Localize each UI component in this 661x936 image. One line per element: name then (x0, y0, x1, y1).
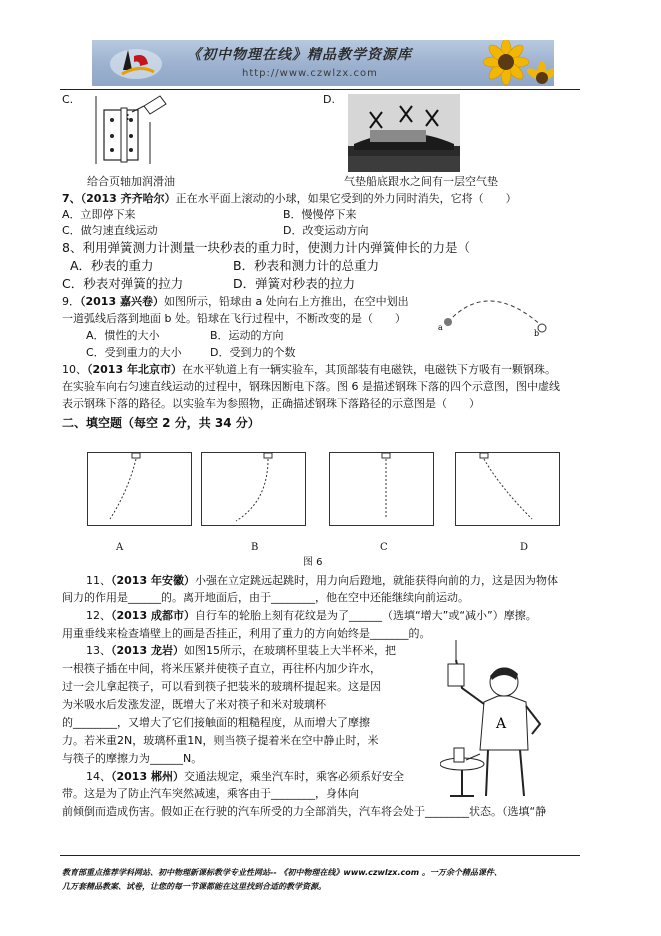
caption-hovercraft: 气垫船底跟水之间有一层空气垫 (344, 175, 498, 188)
section-fill-in-title: 二、填空题（每空 2 分，共 34 分） (62, 416, 260, 430)
footer-line1: 教育部重点推荐学科网站、初中物理新课标教学专业性网站-- 《初中物理在线》www.czwlzx.com 。一万余个精品课件、 (62, 868, 502, 877)
q13-stem (86, 643, 396, 660)
q7-option-b: B．慢慢停下来 (283, 208, 357, 221)
q9-option-c: C．受到重力的大小 (86, 346, 182, 359)
q7-option-a: A．立即停下来 (62, 208, 136, 221)
caption-hinge: 给合页轴加润滑油 (87, 175, 175, 188)
q8-option-c: C．秒表对弹簧的拉力 (62, 276, 184, 291)
q12-line2: 用重垂线来检查墙壁上的画是否挂正，利用了重力的方向始终是_______的。 (62, 627, 431, 640)
q12-source: （2013 成都市） (111, 609, 195, 622)
q9-option-d: D．受到力的个数 (210, 346, 296, 359)
q8-option-d: D．弹簧对秒表的拉力 (233, 276, 356, 291)
q7-stem (62, 191, 517, 208)
q13-number: 13、 (86, 644, 111, 657)
q9-option-a: A．惯性的大小 (86, 329, 160, 342)
q13-line7: 与筷子的摩擦力为______N。 (62, 752, 203, 765)
q7-option-c: C．做匀速直线运动 (62, 224, 158, 237)
q11-line2: 间力的作用是______的。离开地面后，由于________，他在空中还能继续向前运动。 (62, 591, 469, 604)
q13-line2: 一根筷子插在中间，将米压紧并使筷子直立，再往杯内加少许水， (62, 662, 381, 675)
q11-stem (86, 573, 558, 590)
header-rule (60, 89, 580, 90)
q10-line3: 表示钢珠下落的路径。以实验车为参照物，正确描述钢珠下落路径的示意图是（ ） (62, 397, 480, 410)
q10-stem (62, 362, 556, 379)
q10-line1: 在水平轨道上有一辆实验车，其顶部装有电磁铁，电磁铁下方吸有一颗钢珠。 (181, 363, 556, 376)
fig6-panel-a (87, 452, 192, 526)
label-b: b (534, 329, 540, 338)
q13-line3: 过一会儿拿起筷子，可以看到筷子把装米的玻璃杯提起来。这是因 (62, 680, 381, 693)
q12-stem (86, 608, 537, 625)
fig6-panel-c (329, 452, 434, 526)
header-banner (92, 40, 554, 86)
option-c-label: C. (62, 93, 74, 106)
hinge-oil-figure (88, 92, 170, 168)
q14-line1: 交通法规定，乘坐汽车时，乘客必须系好安全 (183, 770, 404, 783)
fig6-label-a: A (116, 542, 124, 553)
q13-line1: 如图15所示，在玻璃杯里装上大半杯米，把 (183, 644, 396, 657)
q8-option-a: A．秒表的重力 (70, 258, 154, 273)
q14-line2: 带。这是为了防止汽车突然减速，乘客由于________，身体向 (62, 787, 359, 800)
q7-number: 7、 (62, 192, 81, 205)
q14-source: （2013 郴州） (111, 770, 184, 783)
shotput-ball-a (444, 318, 452, 326)
q9-option-b: B．运动的方向 (210, 329, 284, 342)
q7-source: （2013 齐齐哈尔） (80, 192, 176, 205)
q9-number: 9． (62, 295, 80, 308)
q8-stem: 8、利用弹簧测力计测量一块秒表的重力时，使测力计内弹簧伸长的力是（ (62, 240, 470, 255)
shotput-ball-b (538, 324, 546, 332)
fig6-label-d: D (520, 542, 529, 553)
q11-line1: 小强在立定跳远起跳时，用力向后蹬地，就能获得向前的力，这是因为物体 (194, 574, 558, 587)
banner-url[interactable]: http://www.czwlzx.com (242, 68, 378, 79)
q9-stem (62, 294, 409, 311)
banner-title: 《初中物理在线》精品教学资源库 (187, 47, 412, 63)
boy-chopstick-figure (440, 640, 560, 800)
q14-line3: 前倾倒而造成伤害。假如正在行驶的汽车所受的力全部消失，汽车将会处于________状态。（选填“静 (62, 805, 547, 818)
q9-line2: 一道弧线后落到地面 b 处。铅球在飞行过程中，不断改变的是（ ） (62, 312, 406, 325)
shotput-trajectory-figure (436, 292, 554, 338)
q14-number: 14、 (86, 770, 111, 783)
q10-source: （2013 年北京市） (87, 363, 182, 376)
q12-number: 12、 (86, 609, 111, 622)
q7-option-d: D．改变运动方向 (283, 224, 369, 237)
q12-line1: 自行车的轮胎上刻有花纹是为了______（选填“增大”或“减小”）摩擦。 (194, 609, 537, 622)
fig6-panel-b (201, 452, 306, 526)
q7-text: 正在水平面上滚动的小球，如果它受到的外力同时消失，它将（ ） (175, 192, 517, 205)
q13-line4: 为米吸水后发涨发涩，既增大了米对筷子和米对玻璃杯 (62, 698, 326, 711)
q13-source: （2013 龙岩） (111, 644, 184, 657)
q13-line5: 的________，又增大了它们接触面的粗糙程度，从而增大了摩擦 (62, 716, 370, 729)
footer-rule (60, 855, 580, 856)
fig6-caption: 图 6 (303, 557, 323, 568)
q11-number: 11、 (86, 574, 111, 587)
q9-line1: 如图所示，铅球由 a 处向右上方推出，在空中划出 (163, 295, 409, 308)
logo-icon (106, 44, 166, 82)
fig6-label-b: B (251, 542, 259, 553)
q13-line6: 力。若米重2N，玻璃杯重1N，则当筷子提着米在空中静止时，米 (62, 734, 379, 747)
q11-source: （2013 年安徽） (111, 574, 195, 587)
q10-number: 10、 (62, 363, 87, 376)
footer-line2: 几万套精品教案、试卷，让您的每一节课都能在这里找到合适的教学资源。 (62, 882, 326, 891)
hovercraft-photo (348, 94, 460, 172)
q10-line2: 在实验车向右匀速直线运动的过程中，钢珠因断电下落。图 6 是描述钢珠下落的四个示意图，图中虚线 (62, 380, 560, 393)
q9-source: （2013 嘉兴卷） (80, 295, 164, 308)
q8-option-b: B．秒表和测力计的总重力 (233, 258, 380, 273)
sunflower-icon (472, 40, 554, 86)
q14-stem (86, 769, 404, 786)
svg-text:A: A (496, 716, 507, 732)
option-d-label: D. (323, 93, 335, 106)
fig6-panel-d (455, 452, 560, 526)
fig6-label-c: C (380, 542, 388, 553)
label-a: a (438, 323, 443, 332)
